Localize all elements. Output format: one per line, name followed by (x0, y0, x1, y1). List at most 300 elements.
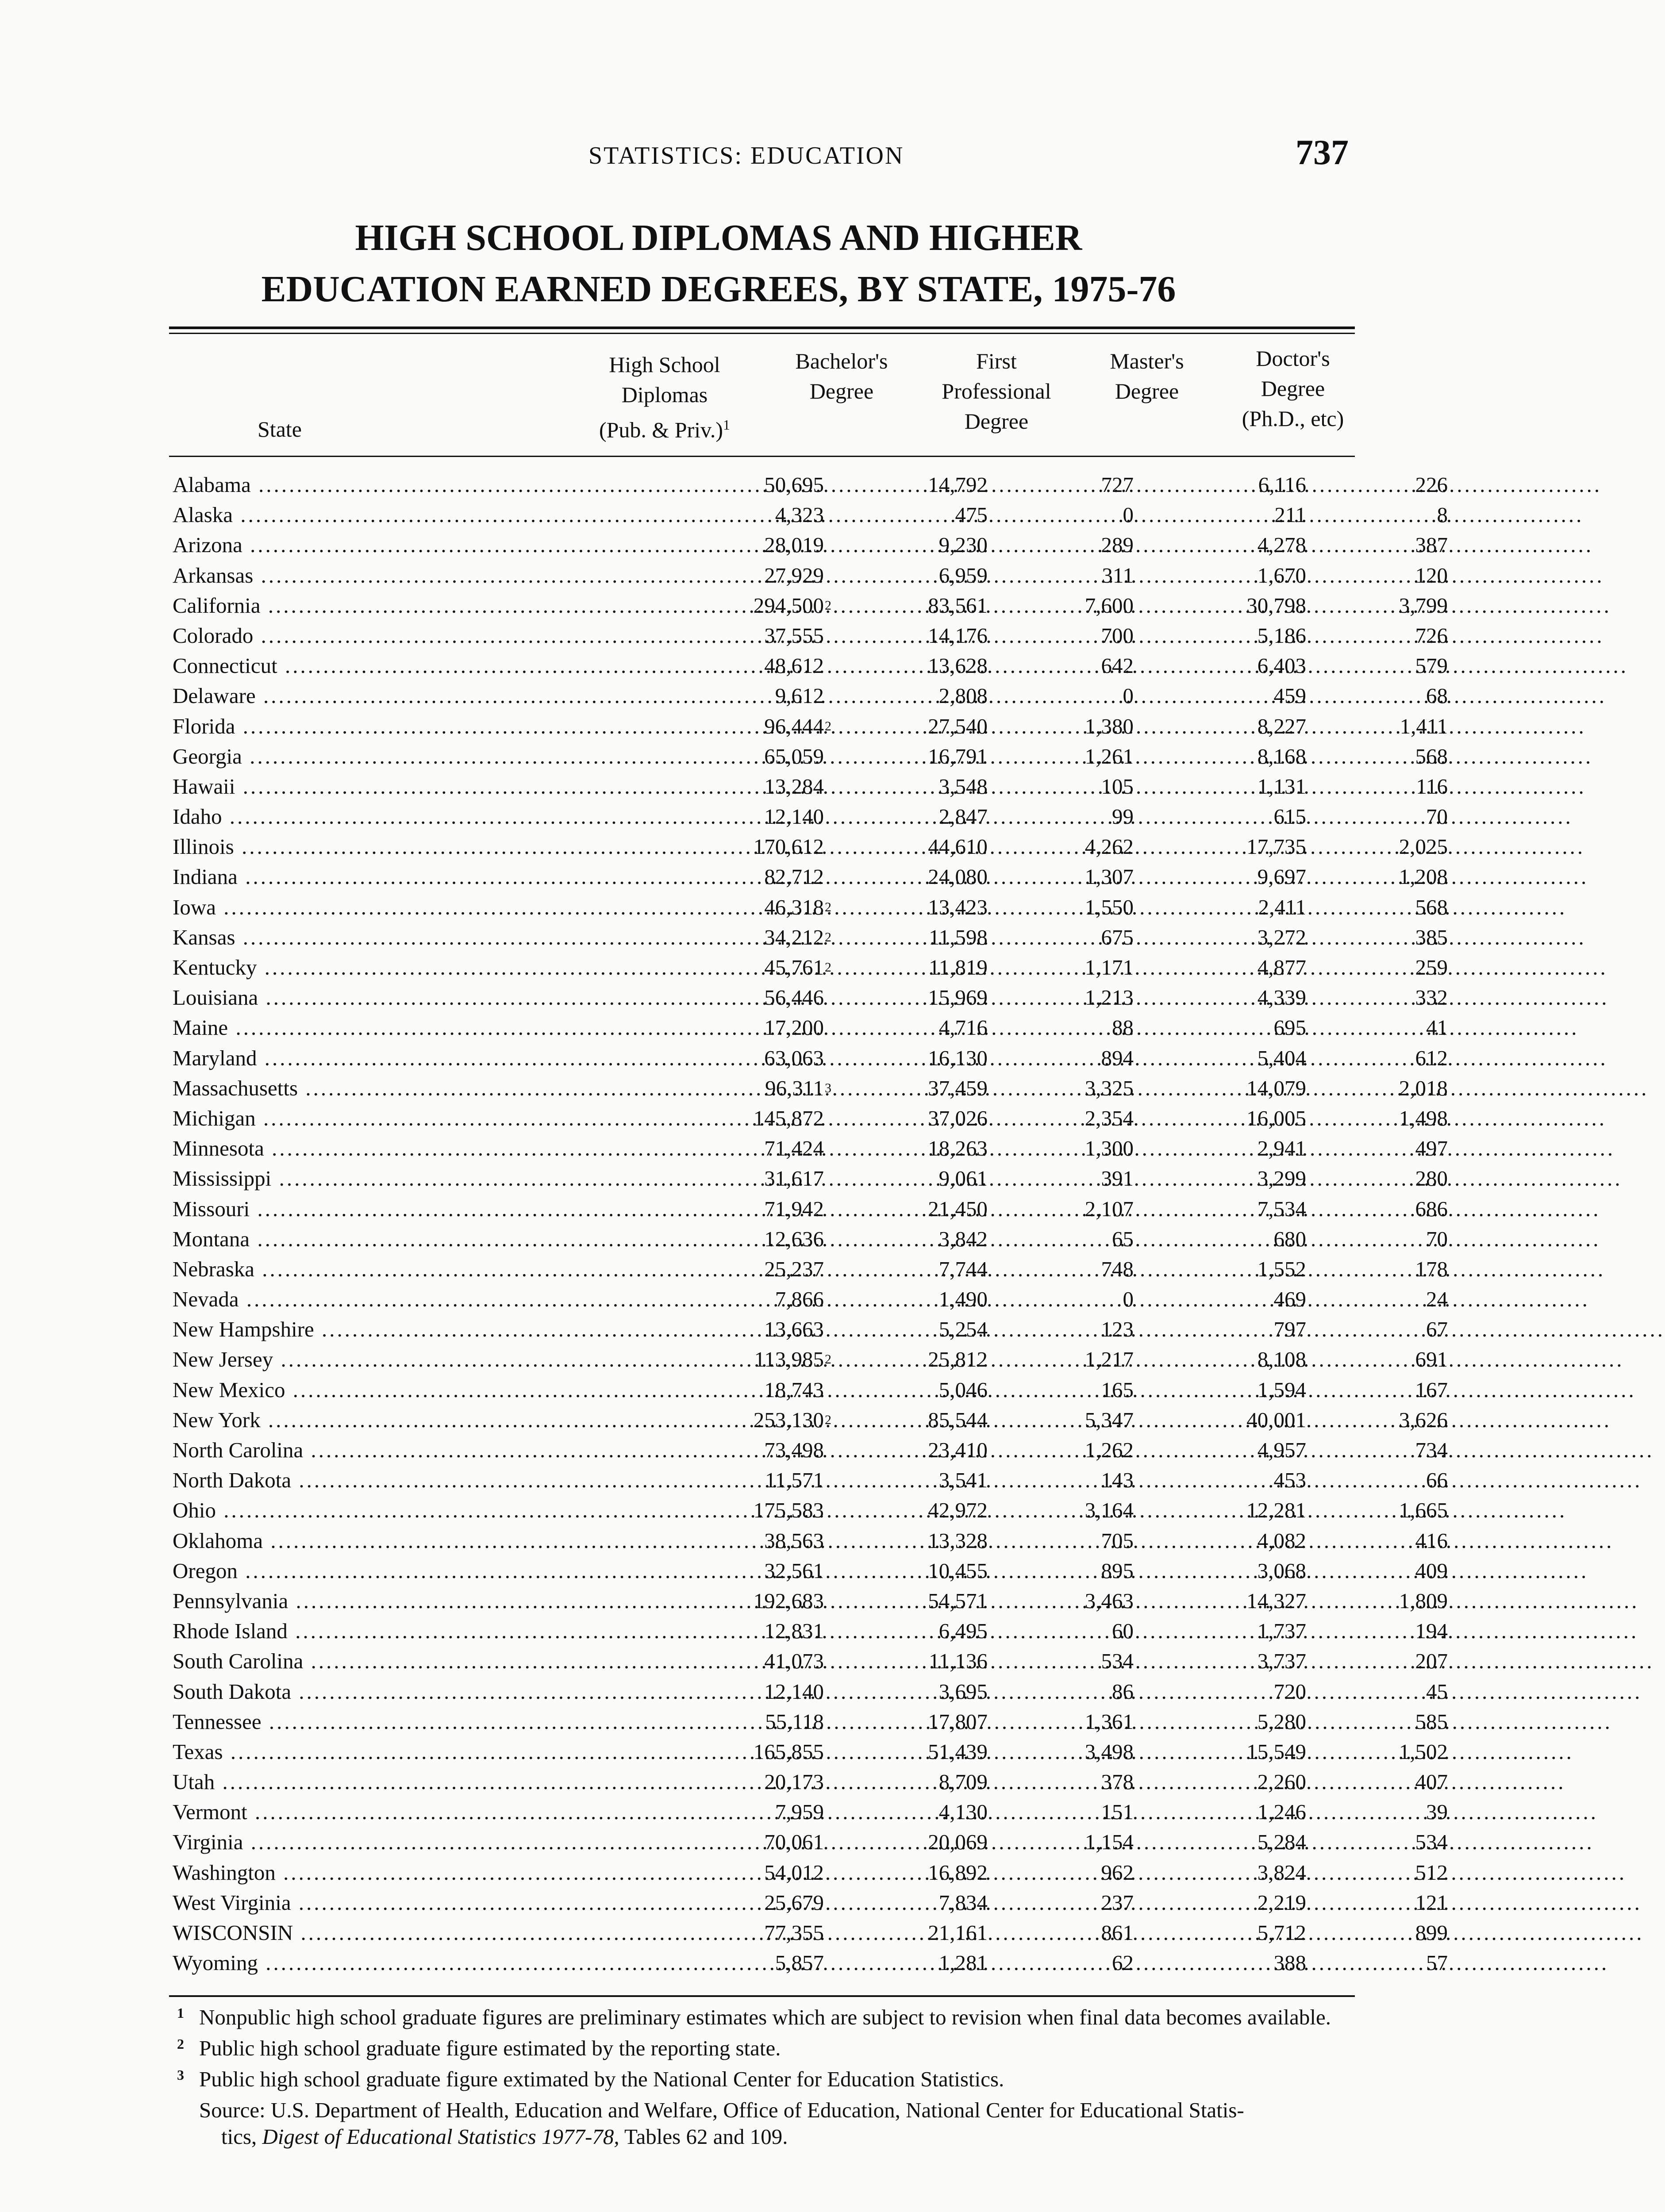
doctors-cell: 70 (1426, 804, 1448, 829)
high-school-cell: 18,743 (764, 1377, 824, 1402)
table-row (169, 1194, 1448, 1224)
masters-cell: 680 (1273, 1226, 1306, 1251)
doctors-cell: 1,665 (1399, 1498, 1448, 1523)
state-cell: Hawaii ..... (173, 772, 580, 802)
first-professional-cell: 1,550 (1084, 895, 1134, 919)
masters-cell: 16,005 (1246, 1106, 1306, 1130)
masters-cell: 615 (1273, 804, 1306, 829)
table-row (169, 1224, 1448, 1254)
masters-cell: 695 (1273, 1015, 1306, 1040)
first-professional-cell: 1,380 (1084, 714, 1134, 738)
bachelors-cell: 37,459 (928, 1075, 988, 1100)
table-row (169, 1797, 1448, 1827)
first-professional-cell: 88 (1112, 1015, 1134, 1040)
first-professional-cell: 60 (1112, 1619, 1134, 1644)
col-header-high-school: High School Diplomas (Pub. & Priv.)$^1$ (599, 352, 731, 442)
high-school-cell: 12,831 (764, 1619, 824, 1644)
first-professional-cell: 143 (1101, 1468, 1134, 1493)
bachelors-cell: 1,490 (938, 1287, 988, 1312)
doctors-cell: 2,025 (1399, 834, 1448, 859)
state-cell: Oklahoma ..... (173, 1526, 580, 1556)
doctors-cell: 1,498 (1399, 1106, 1448, 1130)
bachelors-cell: 20,069 (928, 1830, 988, 1855)
state-cell: Maryland ..... (173, 1043, 580, 1073)
table-row (169, 1284, 1448, 1314)
state-cell: Connecticut ..... (173, 651, 580, 681)
table-row (169, 470, 1448, 500)
first-professional-cell: 3,463 (1084, 1588, 1134, 1613)
footnote-mark: 2 (825, 899, 831, 914)
masters-cell: 7,534 (1257, 1196, 1306, 1221)
doctors-cell: 24 (1426, 1287, 1448, 1312)
source-citation: Source: U.S. Department of Health, Education and Welfare, Office of Education, National Center for Educational Statis- tics, Digest of Educational Statistics 1977-78, Tables 62 and 109. (199, 2098, 1244, 2149)
state-cell: Oregon ..... (173, 1556, 580, 1586)
doctors-cell: 8 (1437, 503, 1448, 527)
bachelors-cell: 27,540 (928, 714, 988, 738)
table-row (169, 591, 1448, 621)
doctors-cell: 734 (1415, 1438, 1448, 1462)
masters-cell: 2,260 (1257, 1770, 1306, 1794)
first-professional-cell: 1,262 (1084, 1438, 1134, 1462)
masters-cell: 459 (1273, 684, 1306, 708)
first-professional-cell: 1,213 (1084, 985, 1134, 1010)
state-cell: West Virginia ..... (173, 1888, 580, 1918)
state-cell: Minnesota ..... (173, 1133, 580, 1164)
table-row (169, 1677, 1448, 1707)
masters-cell: 5,186 (1257, 623, 1306, 648)
doctors-cell: 332 (1415, 985, 1448, 1010)
first-professional-cell: 0 (1123, 1287, 1134, 1312)
first-professional-cell: 62 (1112, 1951, 1134, 1975)
table-row (169, 1827, 1448, 1857)
doctors-cell: 116 (1416, 774, 1448, 799)
state-cell: Florida ..... (173, 711, 580, 741)
bachelors-cell: 17,807 (928, 1709, 988, 1734)
first-professional-cell: 1,217 (1084, 1347, 1134, 1372)
first-professional-cell: 5,347 (1084, 1407, 1134, 1432)
table-row (169, 1435, 1448, 1465)
first-professional-cell: 642 (1101, 653, 1134, 678)
high-school-cell: 96,311 3 (744, 1073, 824, 1103)
doctors-cell: 899 (1415, 1920, 1448, 1945)
table-row (169, 621, 1448, 651)
bachelors-cell: 9,061 (938, 1166, 988, 1191)
masters-cell: 40,001 (1246, 1407, 1306, 1432)
table-row (169, 500, 1448, 530)
first-professional-cell: 861 (1101, 1920, 1134, 1945)
title-line-1: HIGH SCHOOL DIPLOMAS AND HIGHER (355, 217, 1082, 258)
high-school-cell: 45,761 2 (744, 952, 824, 983)
table-row (169, 741, 1448, 772)
high-school-cell: 56,446 (764, 985, 824, 1010)
first-professional-cell: 1,300 (1084, 1136, 1134, 1161)
first-professional-cell: 727 (1101, 472, 1134, 497)
masters-cell: 797 (1273, 1317, 1306, 1342)
high-school-cell: 31,617 (764, 1166, 824, 1191)
high-school-cell: 70,061 (764, 1830, 824, 1855)
masters-cell: 8,227 (1257, 714, 1306, 738)
state-cell: Iowa ..... (173, 892, 580, 922)
table-row (169, 1858, 1448, 1888)
high-school-cell: 7,866 (775, 1287, 824, 1312)
state-cell: Virginia ..... (173, 1827, 580, 1857)
state-cell: Indiana ..... (173, 862, 580, 892)
masters-cell: 14,327 (1246, 1588, 1306, 1613)
state-cell: Ohio ..... (173, 1495, 580, 1525)
bachelors-cell: 2,808 (938, 684, 988, 708)
first-professional-cell: 3,498 (1084, 1739, 1134, 1764)
bachelors-cell: 11,136 (929, 1649, 988, 1674)
table-end-rule (169, 1995, 1355, 1997)
high-school-cell: 54,012 (764, 1860, 824, 1885)
state-cell: Kentucky ..... (173, 952, 580, 983)
first-professional-cell: 289 (1101, 533, 1134, 557)
high-school-cell: 113,985 2 (744, 1344, 824, 1375)
bachelors-cell: 42,972 (928, 1498, 988, 1523)
bachelors-cell: 3,842 (938, 1226, 988, 1251)
state-cell: Mississippi ..... (173, 1164, 580, 1194)
masters-cell: 3,824 (1257, 1860, 1306, 1885)
table-body (169, 470, 1448, 1978)
state-cell: Louisiana ..... (173, 983, 580, 1013)
table-row (169, 922, 1448, 952)
state-cell: Michigan ..... (173, 1103, 580, 1133)
masters-cell: 3,068 (1257, 1558, 1306, 1583)
state-cell: Tennessee ..... (173, 1707, 580, 1737)
masters-cell: 720 (1273, 1679, 1306, 1704)
first-professional-cell: 894 (1101, 1045, 1134, 1070)
header-rule (169, 456, 1355, 457)
bachelors-cell: 3,548 (938, 774, 988, 799)
masters-cell: 6,116 (1258, 472, 1306, 497)
table-row (169, 1495, 1448, 1525)
bachelors-cell: 13,423 (928, 895, 988, 919)
high-school-cell: 4,323 (775, 503, 824, 527)
masters-cell: 15,549 (1246, 1739, 1306, 1764)
masters-cell: 14,079 (1246, 1075, 1306, 1100)
high-school-cell: 32,561 (764, 1558, 824, 1583)
doctors-cell: 194 (1415, 1619, 1448, 1644)
masters-cell: 6,403 (1257, 653, 1306, 678)
first-professional-cell: 700 (1101, 623, 1134, 648)
doctors-cell: 207 (1415, 1649, 1448, 1674)
first-professional-cell: 7,600 (1084, 593, 1134, 618)
masters-cell: 8,108 (1257, 1347, 1306, 1372)
high-school-cell: 9,612 (775, 684, 824, 708)
first-professional-cell: 3,164 (1084, 1498, 1134, 1523)
state-cell: Maine ..... (173, 1013, 580, 1043)
masters-cell: 2,411 (1258, 895, 1306, 919)
doctors-cell: 2,018 (1399, 1075, 1448, 1100)
footnote-text: Nonpublic high school graduate figures are preliminary estimates which are subject to revision when final data becomes available. (199, 2005, 1331, 2029)
state-cell: Massachusetts ..... (173, 1073, 580, 1103)
high-school-cell: 27,929 (764, 563, 824, 588)
doctors-cell: 39 (1426, 1800, 1448, 1824)
table-row (169, 1405, 1448, 1435)
first-professional-cell: 2,354 (1084, 1106, 1134, 1130)
running-head (0, 133, 1437, 181)
masters-cell: 3,737 (1257, 1649, 1306, 1674)
masters-cell: 4,877 (1257, 955, 1306, 979)
bachelors-cell: 4,130 (938, 1800, 988, 1824)
table-row (169, 1767, 1448, 1797)
bachelors-cell: 2,847 (938, 804, 988, 829)
high-school-cell: 175,583 (753, 1498, 824, 1523)
doctors-cell: 568 (1415, 895, 1448, 919)
doctors-cell: 497 (1415, 1136, 1448, 1161)
doctors-cell: 1,502 (1399, 1739, 1448, 1764)
high-school-cell: 192,683 (753, 1588, 824, 1613)
high-school-cell: 12,636 (764, 1226, 824, 1251)
table-row (169, 1133, 1448, 1164)
bachelors-cell: 21,161 (928, 1920, 988, 1945)
high-school-cell: 170,612 (753, 834, 824, 859)
high-school-cell: 41,073 (764, 1649, 824, 1674)
doctors-cell: 726 (1415, 623, 1448, 648)
bachelors-cell: 51,439 (928, 1739, 988, 1764)
table-header (169, 346, 1355, 448)
doctors-cell: 120 (1415, 563, 1448, 588)
state-cell: New Mexico ..... (173, 1375, 580, 1405)
table-row (169, 1164, 1448, 1194)
masters-cell: 1,670 (1257, 563, 1306, 588)
state-cell: California ..... (173, 591, 580, 621)
bachelors-cell: 21,450 (928, 1196, 988, 1221)
bachelors-cell: 85,544 (928, 1407, 988, 1432)
table-row (169, 1888, 1448, 1918)
high-school-cell: 34,212 2 (744, 922, 824, 952)
table-row (169, 1073, 1448, 1103)
first-professional-cell: 895 (1101, 1558, 1134, 1583)
bachelors-cell: 37,026 (928, 1106, 988, 1130)
table-row (169, 1556, 1448, 1586)
doctors-cell: 612 (1415, 1045, 1448, 1070)
col-header-doctors: Doctor's Degree (Ph.D., etc) (1242, 346, 1344, 431)
bachelors-cell: 18,263 (928, 1136, 988, 1161)
state-cell: Wyoming ..... (173, 1948, 580, 1978)
footnote-mark: 2 (825, 1412, 831, 1427)
state-cell: North Dakota ..... (173, 1465, 580, 1495)
footnote (177, 2004, 1372, 2031)
masters-cell: 1,246 (1257, 1800, 1306, 1824)
first-professional-cell: 99 (1112, 804, 1134, 829)
table-row (169, 862, 1448, 892)
high-school-cell: 82,712 (764, 864, 824, 889)
high-school-cell: 25,679 (764, 1890, 824, 1915)
bachelors-cell: 16,130 (928, 1045, 988, 1070)
first-professional-cell: 65 (1112, 1226, 1134, 1251)
state-cell: Georgia ..... (173, 741, 580, 772)
bachelors-cell: 4,716 (938, 1015, 988, 1040)
bachelors-cell: 16,892 (928, 1860, 988, 1885)
footnote-mark: 2 (825, 598, 831, 613)
doctors-cell: 41 (1426, 1015, 1448, 1040)
table-row (169, 1013, 1448, 1043)
doctors-cell: 534 (1415, 1830, 1448, 1855)
footnote-text: Public high school graduate figure estimated by the reporting state. (199, 2036, 781, 2060)
table-row (169, 1103, 1448, 1133)
state-cell: Nebraska ..... (173, 1254, 580, 1284)
state-cell: Nevada ..... (173, 1284, 580, 1314)
footnote-mark: 2 (825, 960, 831, 975)
table-row (169, 561, 1448, 591)
doctors-cell: 568 (1415, 744, 1448, 768)
bachelors-cell: 83,561 (928, 593, 988, 618)
high-school-cell: 96,444 2 (744, 711, 824, 741)
table-row (169, 1948, 1448, 1978)
first-professional-cell: 105 (1101, 774, 1134, 799)
table-row (169, 1314, 1448, 1344)
bachelors-cell: 9,230 (938, 533, 988, 557)
first-professional-cell: 4,262 (1084, 834, 1134, 859)
first-professional-cell: 1,171 (1084, 955, 1134, 979)
high-school-cell: 13,284 (764, 774, 824, 799)
doctors-cell: 407 (1415, 1770, 1448, 1794)
masters-cell: 12,281 (1246, 1498, 1306, 1523)
state-cell: Arkansas ..... (173, 561, 580, 591)
bachelors-cell: 54,571 (928, 1588, 988, 1613)
state-cell: WISCONSIN ..... (173, 1918, 580, 1948)
doctors-cell: 57 (1426, 1951, 1448, 1975)
table-row (169, 1737, 1448, 1767)
state-cell: South Dakota ..... (173, 1677, 580, 1707)
bachelors-cell: 10,455 (928, 1558, 988, 1583)
bachelors-cell: 7,834 (938, 1890, 988, 1915)
bachelors-cell: 3,541 (938, 1468, 988, 1493)
col-header-bachelors: Bachelor's Degree (795, 349, 888, 403)
state-cell: Montana ..... (173, 1224, 580, 1254)
state-cell: New Hampshire ..... (173, 1314, 580, 1344)
bachelors-cell: 44,610 (928, 834, 988, 859)
masters-cell: 5,404 (1257, 1045, 1306, 1070)
doctors-cell: 121 (1415, 1890, 1448, 1915)
high-school-cell: 55,118 (765, 1709, 824, 1734)
table-row (169, 802, 1448, 832)
masters-cell: 4,278 (1257, 533, 1306, 557)
bachelors-cell: 3,695 (938, 1679, 988, 1704)
state-cell: South Carolina ..... (173, 1646, 580, 1676)
state-cell: Washington ..... (173, 1858, 580, 1888)
high-school-cell: 38,563 (764, 1528, 824, 1553)
masters-cell: 17,735 (1246, 834, 1306, 859)
table-row (169, 711, 1448, 741)
footnote-mark: 2 (825, 718, 831, 733)
first-professional-cell: 378 (1101, 1770, 1134, 1794)
masters-cell: 211 (1274, 503, 1306, 527)
bachelors-cell: 11,819 (929, 955, 988, 979)
doctors-cell: 512 (1415, 1860, 1448, 1885)
doctors-cell: 691 (1415, 1347, 1448, 1372)
masters-cell: 5,280 (1257, 1709, 1306, 1734)
bachelors-cell: 6,495 (938, 1619, 988, 1644)
state-cell: Vermont ..... (173, 1797, 580, 1827)
bachelors-cell: 15,969 (928, 985, 988, 1010)
table-row (169, 530, 1448, 560)
footnote-mark: 3 (177, 2067, 184, 2083)
state-cell: Idaho ..... (173, 802, 580, 832)
bachelors-cell: 1,281 (938, 1951, 988, 1975)
masters-cell: 5,284 (1257, 1830, 1306, 1855)
bachelors-cell: 6,959 (938, 563, 988, 588)
doctors-cell: 45 (1426, 1679, 1448, 1704)
doctors-cell: 226 (1415, 472, 1448, 497)
section-title: STATISTICS: EDUCATION (588, 142, 904, 169)
first-professional-cell: 2,107 (1084, 1196, 1134, 1221)
doctors-cell: 68 (1426, 684, 1448, 708)
doctors-cell: 66 (1426, 1468, 1448, 1493)
doctors-cell: 387 (1415, 533, 1448, 557)
table-row (169, 772, 1448, 802)
footnote-mark: 1 (723, 417, 731, 433)
table-row (169, 1043, 1448, 1073)
bachelors-cell: 14,792 (928, 472, 988, 497)
first-professional-cell: 391 (1101, 1166, 1134, 1191)
title-line-2: EDUCATION EARNED DEGREES, BY STATE, 1975-76 (261, 269, 1176, 310)
bachelors-cell: 5,046 (938, 1377, 988, 1402)
state-cell: New York ..... (173, 1405, 580, 1435)
high-school-cell: 17,200 (764, 1015, 824, 1040)
state-cell: Illinois ..... (173, 832, 580, 862)
masters-cell: 5,712 (1257, 1920, 1306, 1945)
table-row (169, 681, 1448, 711)
bachelors-cell: 8,709 (938, 1770, 988, 1794)
doctors-cell: 1,208 (1399, 864, 1448, 889)
masters-cell: 1,594 (1257, 1377, 1306, 1402)
footnote (177, 2035, 1372, 2062)
first-professional-cell: 86 (1112, 1679, 1134, 1704)
page-number: 737 (1296, 133, 1349, 172)
state-cell: Pennsylvania ..... (173, 1586, 580, 1616)
masters-cell: 469 (1273, 1287, 1306, 1312)
table-row (169, 832, 1448, 862)
table-row (169, 1254, 1448, 1284)
doctors-cell: 579 (1415, 653, 1448, 678)
table-row (169, 1616, 1448, 1646)
bachelors-cell: 23,410 (928, 1438, 988, 1462)
table-row (169, 1375, 1448, 1405)
high-school-cell: 20,173 (764, 1770, 824, 1794)
masters-cell: 2,941 (1257, 1136, 1306, 1161)
table-row (169, 651, 1448, 681)
first-professional-cell: 1,307 (1084, 864, 1134, 889)
doctors-cell: 416 (1415, 1528, 1448, 1553)
high-school-cell: 13,663 (764, 1317, 824, 1342)
bachelors-cell: 7,744 (938, 1256, 988, 1281)
high-school-cell: 25,237 (764, 1256, 824, 1281)
footnote-mark: 2 (825, 1352, 831, 1367)
high-school-cell: 71,424 (764, 1136, 824, 1161)
masters-cell: 8,168 (1257, 744, 1306, 768)
table-row (169, 892, 1448, 922)
bachelors-cell: 24,080 (928, 864, 988, 889)
first-professional-cell: 1,361 (1084, 1709, 1134, 1734)
masters-cell: 4,957 (1257, 1438, 1306, 1462)
top-rule (169, 326, 1355, 329)
col-header-state: State (258, 417, 302, 442)
state-cell: Arizona ..... (173, 530, 580, 560)
first-professional-cell: 311 (1102, 563, 1134, 588)
bachelors-cell: 13,328 (928, 1528, 988, 1553)
high-school-cell: 63,063 (764, 1045, 824, 1070)
doctors-cell: 385 (1415, 925, 1448, 949)
high-school-cell: 73,498 (764, 1438, 824, 1462)
high-school-cell: 48,612 (764, 653, 824, 678)
top-rule-thin (169, 333, 1355, 334)
doctors-cell: 67 (1426, 1317, 1448, 1342)
table-row (169, 1526, 1448, 1556)
first-professional-cell: 151 (1101, 1800, 1134, 1824)
masters-cell: 1,552 (1257, 1256, 1306, 1281)
